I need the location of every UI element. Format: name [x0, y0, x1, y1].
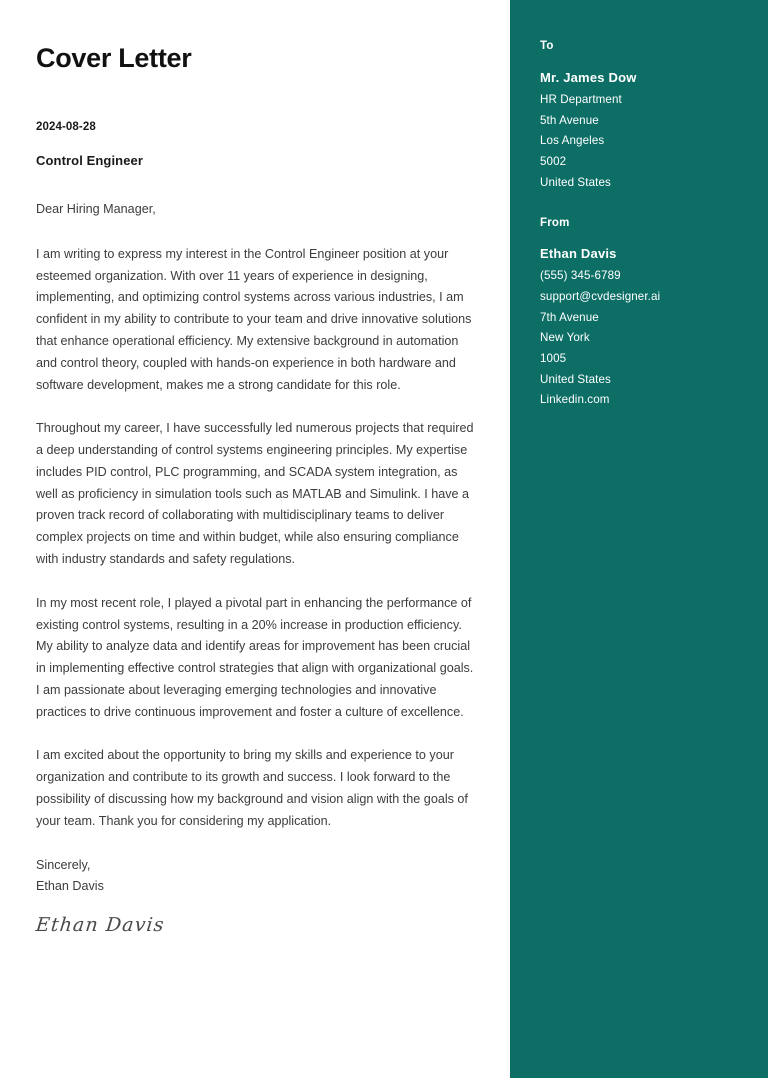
sender-line: 7th Avenue: [540, 310, 599, 324]
sender-email[interactable]: support@cvdesigner.ai: [540, 290, 661, 304]
sender-name: Ethan Davis: [540, 246, 617, 262]
sender-phone: (555) 345-6789: [540, 269, 621, 283]
recipient-name: Mr. James Dow: [540, 70, 637, 85]
recipient-line: Los Angeles: [540, 134, 605, 148]
recipient-line: 5002: [540, 155, 567, 169]
recipient-line: HR Department: [540, 93, 622, 107]
contact-sidebar: [510, 0, 768, 1078]
closing-name: Ethan Davis: [36, 879, 104, 894]
letter-paragraph: In my most recent role, I played a pivotal part in enhancing the performance of existing control systems, resulting in a 20% increase in production efficiency. My ability to analyze data and identify areas for improvement has been crucial in implementing effective control strategies that align with organizational goals. I am passionate about leveraging emerging technologies and innovative practices to drive continuous improvement and foster a culture of excellence.: [36, 595, 474, 719]
salutation: Dear Hiring Manager,: [36, 201, 156, 216]
recipient-block: [540, 40, 744, 193]
sender-block: [540, 217, 744, 411]
recipient-line: United States: [540, 175, 611, 189]
sender-heading: From: [540, 217, 570, 230]
job-title: Control Engineer: [36, 152, 144, 168]
sender-linkedin[interactable]: Linkedin.com: [540, 393, 610, 407]
recipient-line: 5th Avenue: [540, 113, 599, 127]
signature: Ethan Davis: [34, 913, 166, 936]
sender-line: New York: [540, 331, 590, 345]
recipient-heading: To: [540, 40, 554, 52]
letter-paragraph: I am excited about the opportunity to bring my skills and experience to your organization and contribute to its growth and success. I look forward to the possibility of discussing how my background and vision align with the goals of your team. Thank you for considering my application.: [36, 748, 468, 828]
closing-phrase: Sincerely,: [36, 857, 91, 872]
letter-paragraph: I am writing to express my interest in the Control Engineer position at your esteemed organization. With over 11 years of experience in designing, implementing, and optimizing control systems across various industries, I am confident in my ability to contribute to your team and drive innovative solutions that enhance operational efficiency. My extensive background in automation and control theory, coupled with hands-on experience in both hardware and software development, makes me a strong candidate for this role.: [36, 246, 472, 392]
sender-line: United States: [540, 372, 611, 386]
sender-line: 1005: [540, 351, 567, 365]
page-title: Cover Letter: [36, 43, 192, 73]
letter-date: 2024-08-28: [36, 120, 96, 133]
letter-paragraph: Throughout my career, I have successfully led numerous projects that required a deep understanding of control systems engineering principles. My expertise includes PID control, PLC programming, and SCADA system integration, as well as proficiency in simulation tools such as MATLAB and Simulink. I have a proven track record of collaborating with multidisciplinary teams to deliver complex projects on time and within budget, while also ensuring compliance with industry standards and safety regulations.: [36, 421, 474, 566]
